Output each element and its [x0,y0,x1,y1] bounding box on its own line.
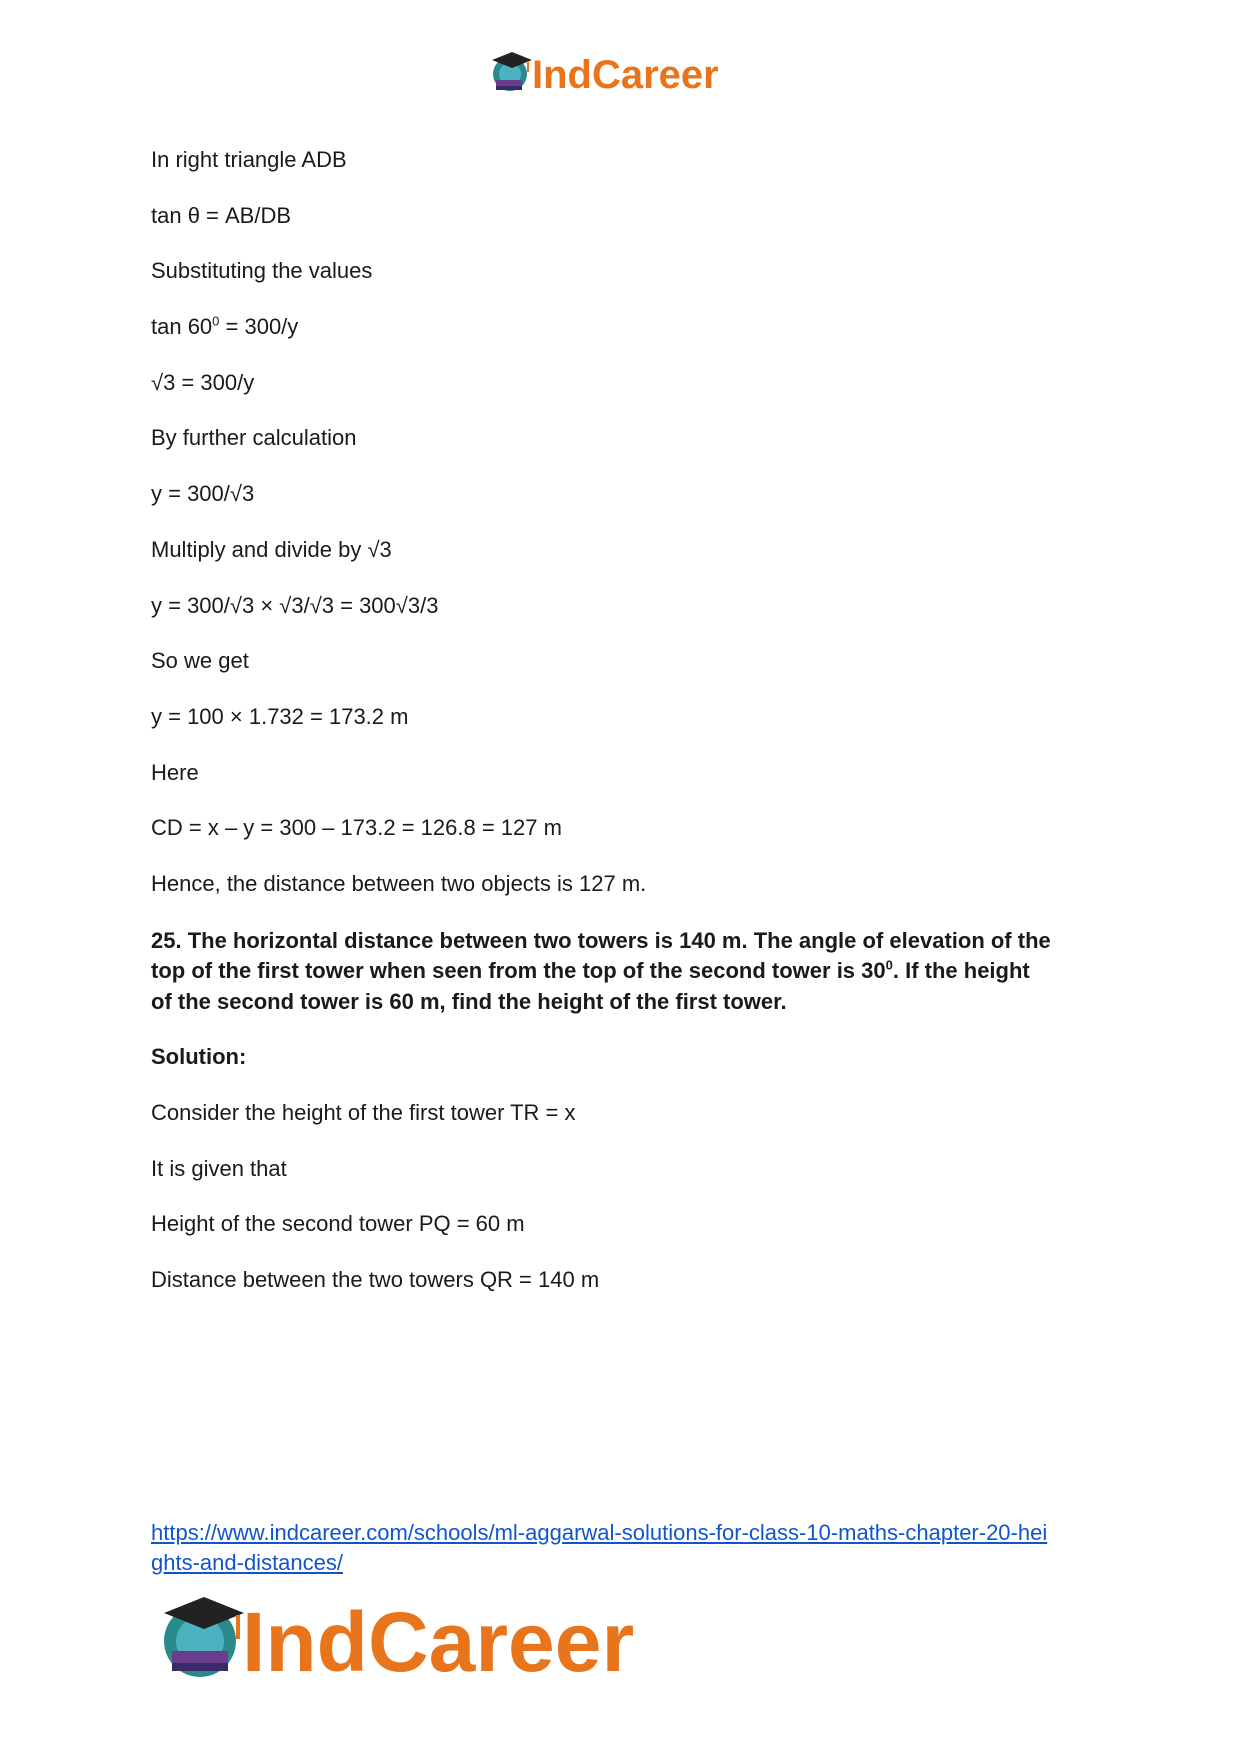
question-25 [151,926,1111,1018]
logo-wordmark: IndCareer [532,53,719,97]
graduation-cap-icon [492,52,532,91]
text-line: y = 300/√3 [151,481,255,507]
degree-superscript: 0 [212,313,220,329]
source-link-line1[interactable]: https://www.indcareer.com/schools/ml-aggarwal-solutions-for-class-10-maths-chapter-20-hei [151,1520,1048,1545]
text-line: Multiply and divide by √3 [151,536,392,562]
text-line: y = 300/√3 × √3/√3 = 300√3/3 [151,592,439,618]
text-line: It is given that [151,1155,287,1181]
solution-label: Solution: [151,1044,247,1070]
text-line: By further calculation [151,425,357,451]
source-link-line2[interactable]: ghts-and-distances/ [151,1550,343,1575]
logo-wordmark: IndCareer [242,1595,635,1685]
source-link[interactable] [151,1518,1111,1578]
indcareer-logo-header [490,40,760,100]
text-line: √3 = 300/y [151,369,255,395]
text-line: Hence, the distance between two objects is 127 m. [151,870,647,896]
document-body [151,146,1101,1322]
text-line: tan θ = AB/DB [151,202,292,228]
text-line: In right triangle ADB [151,147,347,172]
text-line: Here [151,759,199,785]
question-text: top of the first tower when seen from the top of the second tower is 30 [151,958,886,984]
text-line: Distance between the two towers QR = 140 m [151,1266,600,1292]
text-line: y = 100 × 1.732 = 173.2 m [151,703,409,729]
text-line: Substituting the values [151,258,373,284]
question-text: . If the height [892,958,1030,984]
text-line: CD = x – y = 300 – 173.2 = 126.8 = 127 m [151,815,562,841]
question-line: of the second tower is 60 m, find the height of the first tower. [151,988,787,1014]
indcareer-logo-footer [160,1585,700,1685]
text-line: So we get [151,648,249,674]
question-line [151,956,1111,987]
equation-tan60 [151,313,1101,341]
text-line: Consider the height of the first tower TR = x [151,1099,576,1125]
graduation-cap-icon [164,1597,244,1677]
tan60-base: tan 60 [151,314,213,340]
degree-superscript: 0 [885,957,893,973]
tan60-rest: = 300/y [219,314,299,340]
question-line: 25. The horizontal distance between two towers is 140 m. The angle of elevation of the [151,927,1051,953]
text-line: Height of the second tower PQ = 60 m [151,1211,525,1237]
